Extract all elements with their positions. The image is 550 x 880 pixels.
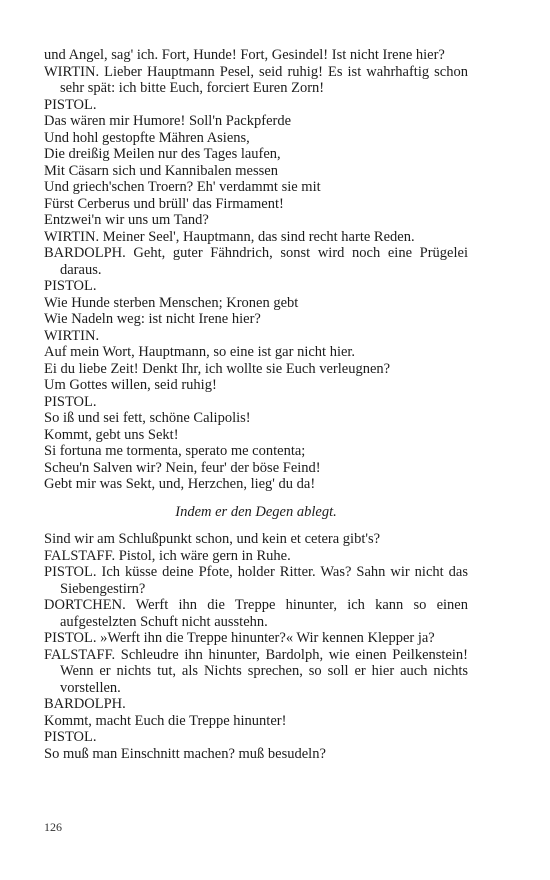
- text-line: Die dreißig Meilen nur des Tages laufen,: [44, 146, 281, 162]
- text-line: Und hohl gestopfte Mähren Asiens,: [44, 129, 250, 146]
- text-line: BARDOLPH.: [44, 696, 126, 712]
- text-line: PISTOL. »Werft ihn die Treppe hinunter?« Wir kennen Klepper ja?: [44, 630, 435, 646]
- stage-direction: Indem er den Degen ablegt.: [175, 503, 337, 520]
- text-line: Fürst Cerberus und brüll' das Firmament!: [44, 195, 284, 212]
- text-line: Und griech'schen Troern? Eh' verdammt sie mit: [44, 179, 321, 195]
- book-page-text: [44, 47, 468, 762]
- prose-paragraph: WIRTIN. Lieber Hauptmann Pesel, seid ruhig! Es ist wahrhaftig schon sehr spät: ich bitte Euch, forciert Euren Zorn!: [44, 63, 468, 96]
- text-line: WIRTIN.: [44, 327, 100, 344]
- text-line: Um Gottes willen, seid ruhig!: [44, 377, 217, 393]
- text-line: So iß und sei fett, schöne Calipolis!: [44, 410, 251, 426]
- text-line: Kommt, gebt uns Sekt!: [44, 426, 179, 443]
- text-line: FALSTAFF. Pistol, ich wäre gern in Ruhe.: [44, 547, 291, 564]
- text-line: Das wären mir Humore! Soll'n Packpferde: [44, 113, 292, 129]
- text-line: Wie Nadeln weg: ist nicht Irene hier?: [44, 311, 261, 327]
- text-line: Mit Cäsarn sich und Kannibalen messen: [44, 162, 278, 179]
- text-line: Wie Hunde sterben Menschen; Kronen gebt: [44, 294, 299, 311]
- text-line: Entzwei'n wir uns um Tand?: [44, 212, 209, 228]
- text-line: Auf mein Wort, Hauptmann, so eine ist gar nicht hier.: [44, 344, 356, 360]
- prose-paragraph: und Angel, sag' ich. Fort, Hunde! Fort, Gesindel! Ist nicht Irene hier?: [44, 47, 445, 63]
- text-line: Sind wir am Schlußpunkt schon, und kein et cetera gibt's?: [44, 531, 381, 547]
- text-line: PISTOL.: [44, 729, 97, 745]
- text-line: Kommt, macht Euch die Treppe hinunter!: [44, 712, 287, 729]
- prose-paragraph: FALSTAFF. Schleudre ihn hinunter, Bardolph, wie einen Peilkenstein! Wenn er nichts tut, als Nichts sprechen, so soll er hier auch nichts vorstellen.: [44, 646, 468, 696]
- text-line: Gebt mir was Sekt, und, Herzchen, lieg' du da!: [44, 476, 316, 492]
- text-line: Ei du liebe Zeit! Denkt Ihr, ich wollte sie Euch verleugnen?: [44, 360, 391, 377]
- text-line: PISTOL.: [44, 393, 97, 410]
- spacer: [44, 520, 468, 531]
- text-line: PISTOL.: [44, 96, 97, 113]
- text-line: WIRTIN. Meiner Seel', Hauptmann, das sind recht harte Reden.: [44, 228, 415, 245]
- spacer: [44, 493, 468, 504]
- prose-paragraph: BARDOLPH. Geht, guter Fähndrich, sonst wird noch eine Prügelei daraus.: [44, 245, 468, 278]
- text-line: Si fortuna me tormenta, sperato me contenta;: [44, 443, 306, 459]
- prose-paragraph: PISTOL. Ich küsse deine Pfote, holder Ritter. Was? Sahn wir nicht das Siebengestirn?: [44, 564, 468, 597]
- text-line: PISTOL.: [44, 278, 97, 294]
- text-line: Scheu'n Salven wir? Nein, feur' der böse Feind!: [44, 459, 321, 476]
- prose-paragraph: DORTCHEN. Werft ihn die Treppe hinunter, ich kann so einen aufgestelzten Schuft nicht ausstehn.: [44, 597, 468, 630]
- page-number: 126: [44, 820, 62, 834]
- text-line: So muß man Einschnitt machen? muß besudeln?: [44, 745, 326, 762]
